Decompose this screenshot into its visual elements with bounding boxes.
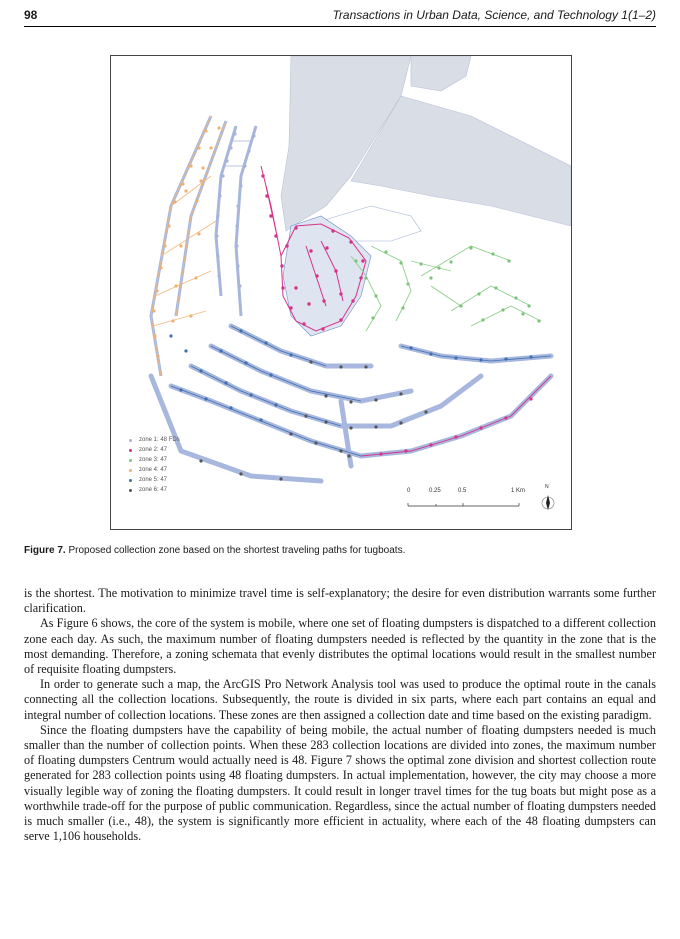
scale-tick-label: 0	[407, 488, 411, 494]
figure-map	[110, 55, 572, 530]
north-label: N	[545, 484, 549, 490]
scale-tick-label: 0.5	[458, 488, 467, 494]
zone4-canals	[151, 116, 226, 376]
page-number: 98	[24, 8, 38, 22]
scale-tick-label: 0.25	[429, 488, 441, 494]
map-legend	[129, 435, 180, 495]
zone1-route	[216, 126, 256, 316]
legend-dot	[129, 459, 132, 462]
legend-item	[129, 475, 180, 485]
harbor-water	[411, 56, 471, 91]
north-arrow-icon	[539, 484, 557, 514]
legend-dot	[129, 449, 132, 452]
zone6-points	[199, 360, 427, 480]
north-arrow	[539, 484, 557, 514]
legend-item	[129, 435, 180, 445]
legend-dot	[129, 479, 132, 482]
legend-label: zone 2: 47	[139, 447, 168, 453]
journal-title: Transactions in Urban Data, Science, and Technology 1(1–2)	[332, 8, 656, 22]
paragraph: As Figure 6 shows, the core of the system is mobile, where one set of floating dumpsters is dispatched to a different collection zone each day. As such, the maximum number of floating dumpsters needed is reflected by the quantity in the zone that is the most demanding. Therefore, a zoning schemata that evenly distributes the optimal locations would result in the smallest number of requisite floating dumpsters.	[24, 616, 656, 677]
legend-label: zone 5: 47	[139, 477, 168, 483]
canal-map	[111, 56, 571, 529]
caption-text: Proposed collection zone based on the shortest traveling paths for tugboats.	[68, 545, 406, 556]
body-text	[24, 586, 656, 844]
legend-label: zone 6: 47	[139, 487, 168, 493]
paragraph: is the shortest. The motivation to minimize travel time is self-explanatory; the desire for even distribution warrants some further clarification.	[24, 586, 656, 616]
legend-item	[129, 445, 180, 455]
legend-dot	[129, 489, 132, 492]
scale-bar	[408, 503, 519, 506]
zone1-canals	[216, 126, 256, 316]
scale-labels	[401, 488, 536, 498]
zone3-points	[354, 246, 540, 322]
zone1-points	[215, 132, 255, 287]
legend-item	[129, 465, 180, 475]
caption-label: Figure 7.	[24, 545, 66, 556]
zone3-route	[351, 246, 541, 331]
canal-belt-zone2-route	[361, 376, 551, 456]
figure-caption	[24, 545, 656, 556]
legend-item	[129, 485, 180, 495]
paragraph: In order to generate such a map, the ArcGIS Pro Network Analysis tool was used to produce the optimal route in the canals connecting all the collection locations. Subsequently, the route is divided in six parts, where each part contains an equal and integral number of collection locations. These zones are then assigned a collection date and time based on the existing paradigm.	[24, 677, 656, 722]
zone2-belt-points	[379, 397, 532, 455]
legend-item	[129, 455, 180, 465]
legend-label: zone 4: 47	[139, 467, 168, 473]
legend-label: zone 1: 48 FDs	[139, 437, 180, 443]
legend-dot	[129, 469, 132, 472]
page-header	[24, 6, 656, 26]
paragraph: Since the floating dumpsters have the capability of being mobile, the actual number of floating dumpsters needed is much smaller than the number of collection points. When these 283 collection locations are divided into zones, the maximum number of floating dumpsters Centrum would actually need is 48. Figure 7 shows the optimal zone division and shortest collection route generated for 283 collection points using 48 floating dumpsters. In actual implementation, however, the city may choose a more visually legible way of zoning the floating dumpsters. It could result in longer travel times for the tug boats but might pose as a worthwhile trade-off for the purpose of public communication. Regardless, since the actual number of floating dumpsters needed is much smaller (i.e., 48), the system is significantly more efficient in actuality, where each of the 48 floating dumpsters can serve 1,106 households.	[24, 722, 656, 844]
legend-dot	[129, 439, 132, 442]
header-rule	[24, 26, 656, 27]
canal-belt-route	[171, 326, 551, 456]
legend-label: zone 3: 47	[139, 457, 168, 463]
scale-tick-label: 1 Km	[511, 488, 526, 494]
